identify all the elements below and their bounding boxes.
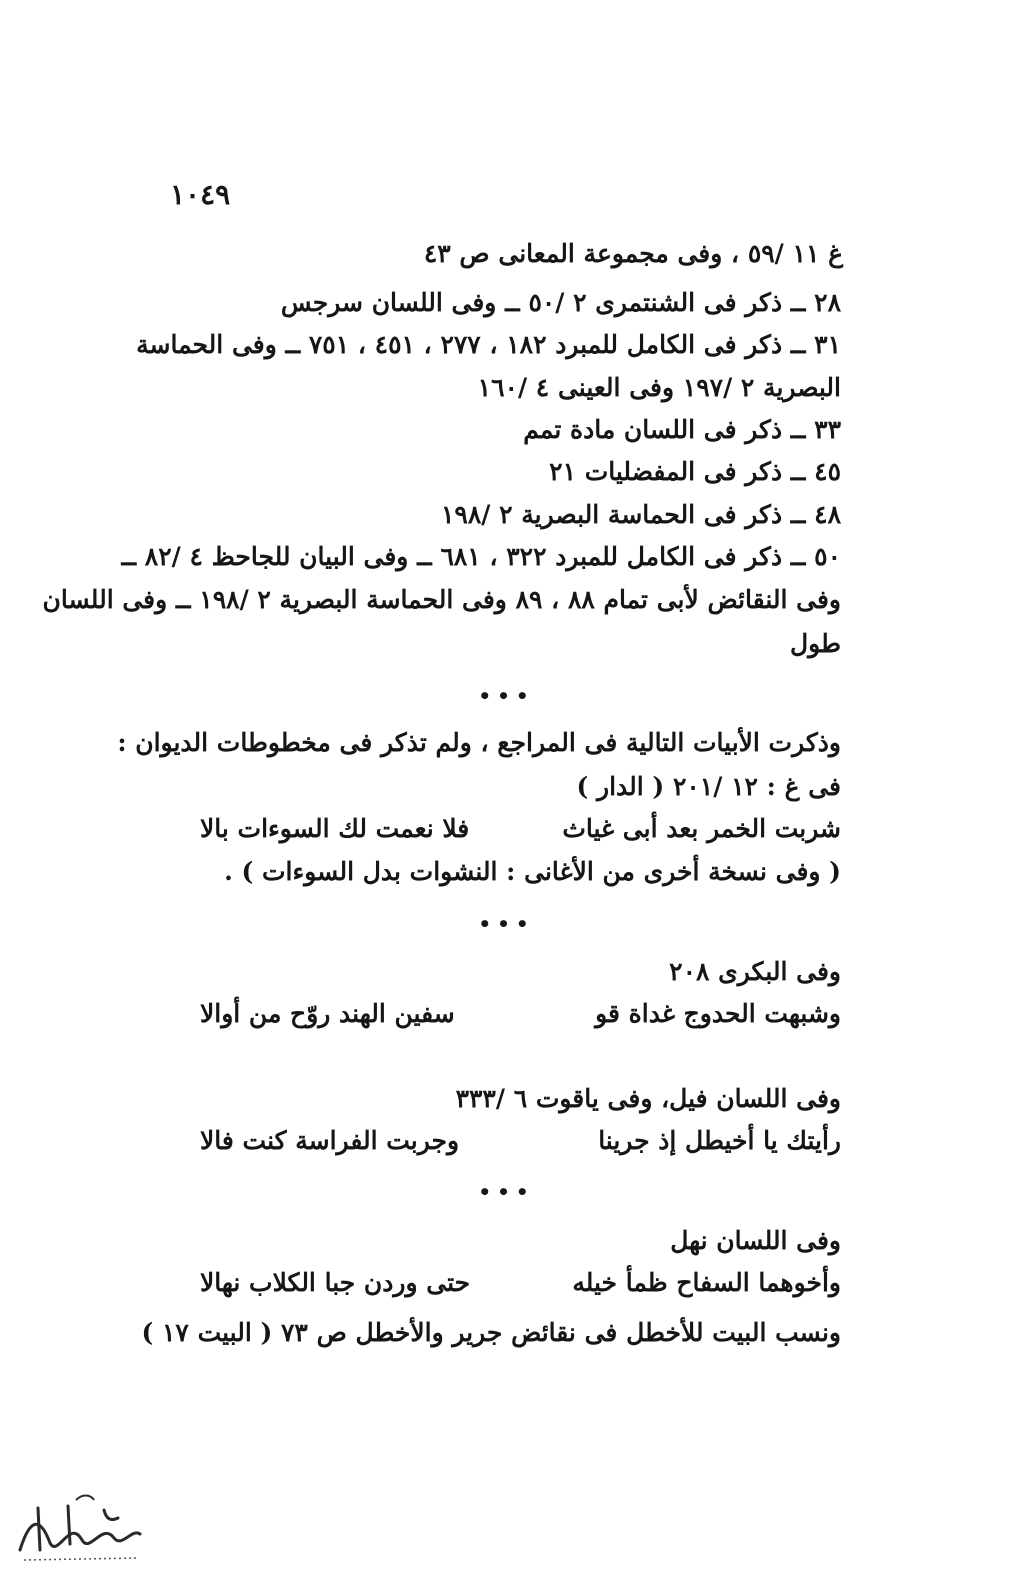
reference-line: غ ١١ /٥٩ ، وفى مجموعة المعانى ص ٤٣ [423,239,843,268]
library-stamp-logo [10,1488,150,1568]
reference-line: ٥٠ ــ ذكر فى الكامل للمبرد ٣٢٢ ، ٦٨١ ــ وفى البيان للجاحظ ٤ /٨٢ ــ [121,542,841,571]
reference-line: ٣١ ــ ذكر فى الكامل للمبرد ١٨٢ ، ٢٧٧ ، ٤٥١ ، ٧٥١ ــ وفى الحماسة [136,330,841,359]
reference-line: وفى النقائض لأبى تمام ٨٨ ، ٨٩ وفى الحماسة البصرية ٢ /١٩٨ ــ وفى اللسان [42,585,841,614]
verse-source: وفى اللسان فيل، وفى ياقوت ٦ /٣٣٣ [455,1084,841,1113]
verse-note: ونسب البيت للأخطل فى نقائض جرير والأخطل ص ٧٣ ( البيت ١٧ ) [141,1318,841,1347]
reference-line: ٢٨ ــ ذكر فى الشنتمرى ٢ /٥٠ ــ وفى اللسان سرجس [280,288,841,317]
verse-second-hemistich: فلا نعمت لك السوءات بالا [200,814,470,843]
verse-source: وفى البكرى ٢٠٨ [669,957,841,986]
page-number: ١٠٤٩ [170,178,231,211]
verse [200,1124,841,1158]
verse-source: فى غ : ١٢ /٢٠١ ( الدار ) [576,772,841,801]
verse-first-hemistich: وأخوهما السفاح ظمأ خيله [572,1268,841,1297]
section-intro: وذكرت الأبيات التالية فى المراجع ، ولم تذكر فى مخطوطات الديوان : [117,728,841,757]
section-separator: ••• [478,912,535,936]
reference-line: طول [790,629,841,658]
section-separator: ••• [478,1180,535,1204]
verse-first-hemistich: رأيتك يا أخيطل إذ جرينا [598,1126,841,1155]
reference-line: ٤٥ ــ ذكر فى المفضليات ٢١ [549,457,841,486]
verse-first-hemistich: وشبهت الحدوج غداة قو [595,999,841,1028]
verse-source: وفى اللسان نهل [670,1226,841,1255]
reference-line: ٤٨ ــ ذكر فى الحماسة البصرية ٢ /١٩٨ [441,500,841,529]
reference-line: ٣٣ ــ ذكر فى اللسان مادة تمم [523,415,841,444]
verse-second-hemistich: سفين الهند روّح من أوالا [200,999,455,1028]
verse [200,1266,841,1300]
verse-second-hemistich: وجربت الفراسة كنت فالا [200,1126,460,1155]
reference-line: البصرية ٢ /١٩٧ وفى العينى ٤ /١٦٠ [477,373,841,402]
verse [200,812,841,846]
verse-first-hemistich: شربت الخمر بعد أبى غياث [562,814,841,843]
verse-second-hemistich: حتى وردن جبا الكلاب نهالا [200,1268,471,1297]
section-separator: ••• [478,684,535,708]
verse-note: ( وفى نسخة أخرى من الأغانى : النشوات بدل السوءات ) . [224,857,841,886]
verse [200,997,841,1031]
